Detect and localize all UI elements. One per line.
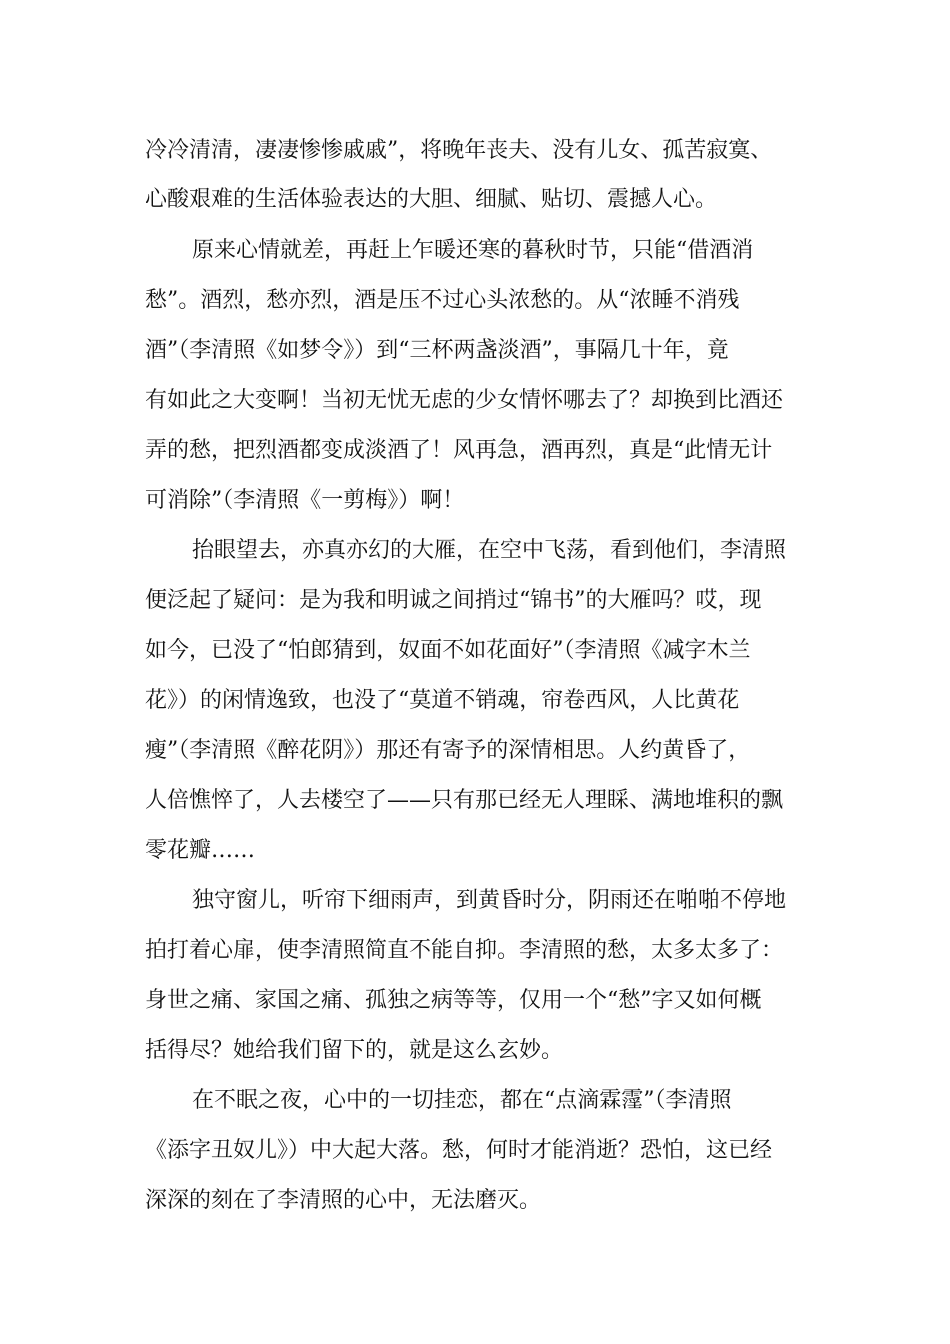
paragraph-3-line-1: 抬眼望去，亦真亦幻的大雁，在空中飞荡，看到他们，李清照	[192, 538, 787, 563]
paragraph-2-line-4: 有如此之大变啊！当初无忧无虑的少女情怀哪去了？却换到比酒还	[145, 388, 784, 413]
paragraph-2-line-5: 弄的愁，把烈酒都变成淡酒了！风再急，酒再烈，真是“此情无计	[145, 438, 773, 463]
paragraph-2-line-6: 可消除”（李清照《一剪梅》）啊！	[145, 488, 465, 513]
paragraph-3-line-2: 便泛起了疑问：是为我和明诚之间捎过“锦书”的大雁吗？哎，现	[145, 588, 762, 613]
paragraph-5-line-2: 《添字丑奴儿》）中大起大落。愁，何时才能消逝？恐怕，这已经	[145, 1138, 773, 1163]
paragraph-1-line-2: 心酸艰难的生活体验表达的大胆、细腻、贴切、震撼人心。	[145, 187, 718, 212]
paragraph-4-line-4: 括得尽？她给我们留下的，就是这么玄妙。	[145, 1038, 564, 1063]
paragraph-3-line-7: 零花瓣……	[145, 838, 256, 863]
paragraph-2-line-1: 原来心情就差，再赶上乍暖还寒的暮秋时节，只能“借酒消	[192, 238, 754, 263]
paragraph-4-line-2: 拍打着心扉，使李清照简直不能自抑。李清照的愁，太多太多了：	[145, 938, 784, 963]
paragraph-1-line-1: 冷冷清清，凄凄惨惨戚戚”，将晚年丧夫、没有儿女、孤苦寂寞、	[145, 138, 773, 163]
paragraph-3-line-6: 人倍憔悴了，人去楼空了——只有那已经无人理睬、满地堆积的飘	[145, 788, 784, 813]
paragraph-3-line-4: 花》）的闲情逸致，也没了“莫道不销魂，帘卷西风，人比黄花	[145, 688, 740, 713]
paragraph-5-line-3: 深深的刻在了李清照的心中，无法磨灭。	[145, 1188, 542, 1213]
paragraph-4-line-1: 独守窗儿，听帘下细雨声，到黄昏时分，阴雨还在啪啪不停地	[192, 888, 787, 913]
paragraph-2-line-3: 酒”（李清照《如梦令》）到“三杯两盏淡酒”，事隔几十年，竟	[145, 338, 729, 363]
paragraph-4-line-3: 身世之痛、家国之痛、孤独之病等等，仅用一个“愁”字又如何概	[145, 988, 762, 1013]
paragraph-2-line-2: 愁”。酒烈，愁亦烈，酒是压不过心头浓愁的。从“浓睡不消残	[145, 288, 740, 313]
paragraph-3-line-3: 如今，已没了“怕郎猜到，奴面不如花面好”（李清照《减字木兰	[145, 638, 751, 663]
paragraph-3-line-5: 瘦”（李清照《醉花阴》）那还有寄予的深情相思。人约黄昏了，	[145, 738, 751, 763]
paragraph-5-line-1: 在不眠之夜，心中的一切挂恋，都在“点滴霖霪”（李清照	[192, 1088, 732, 1113]
